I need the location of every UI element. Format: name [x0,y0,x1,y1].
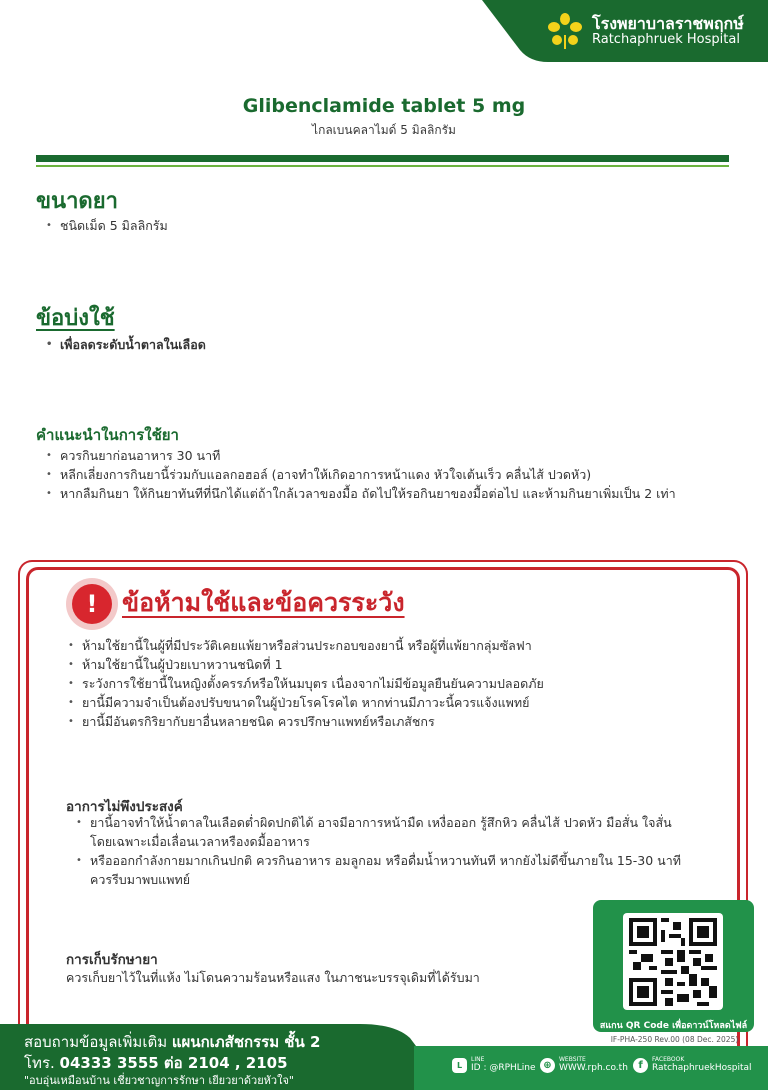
exclamation-alert-icon: ! [66,578,118,630]
list-item: • ห้ามใช้ยานี้ในผู้ป่วยเบาหวานชนิดที่ 1 [68,655,544,674]
drug-name-en: Glibenclamide tablet 5 mg [242,95,526,117]
hospital-name-th: โรงพยาบาลราชพฤกษ์ [592,14,744,33]
dosage-heading: ขนาดยา [36,189,118,214]
storage-text: ควรเก็บยาไว้ในที่แห้ง ไม่โดนความร้อนหรือแสง ในภาชนะบรรจุเดิมที่ได้รับมา [66,970,480,985]
website-link[interactable]: ⊕ WEBSITE WWW.rph.co.th [540,1056,628,1074]
line-id: ID : @RPHLine [471,1063,536,1073]
dosage-list [46,216,168,235]
qr-code[interactable] [623,913,723,1010]
hospital-name-en: Ratchaphruek Hospital [592,32,740,47]
indication-list [46,335,206,354]
list-item: • ยานี้อาจทำให้น้ำตาลในเลือดต่ำผิดปกติได้ อาจมีอาการหน้ามืด เหงื่อออก รู้สึกหิว คลื่นไส้ ปวดหัว มือสั่น ใจสั่น [76,813,681,832]
qr-caption: สแกน QR Code เพื่อดาวน์โหลดไฟล์ [599,1021,748,1031]
line-icon: L [452,1058,467,1073]
ratchaphruek-flower-logo [546,12,584,50]
list-item: • ระวังการใช้ยานี้ในหญิงตั้งครรภ์หรือให้นมบุตร เนื่องจากไม่มีข้อมูลยืนยันความปลอดภัย [68,674,544,693]
list-item: • เพื่อลดระดับน้ำตาลในเลือด [46,335,206,354]
title-divider-accent [36,165,729,167]
footer-contact: สอบถามข้อมูลเพิ่มเติม แผนกเภสัชกรรม ชั้น 2 [24,1033,321,1051]
facebook-icon: f [633,1058,648,1073]
drug-name-th: ไกลเบนคลาไมด์ 5 มิลลิกรัม [312,123,456,137]
advice-heading: คำแนะนำในการใช้ยา [36,426,179,444]
list-item-continuation: ควรรีบมาพบแพทย์ [90,872,191,887]
list-item: • ควรกินยาก่อนอาหาร 30 นาที [46,446,676,465]
facebook-link[interactable]: f FACEBOOK RatchaphruekHospital [633,1056,752,1074]
website-url: WWW.rph.co.th [559,1063,628,1073]
document-code: IF-PHA-250 Rev.00 (08 Dec. 2025) [610,1035,739,1044]
facebook-page: RatchaphruekHospital [652,1063,752,1073]
title-divider [36,155,729,162]
indication-heading: ข้อบ่งใช้ [36,306,115,331]
side-effects-list [76,813,681,889]
list-item: • หรือออกกำลังกายมากเกินปกติ ควรกินอาหาร อมลูกอม หรือดื่มน้ำหวานทันที หากยังไม่ดีขึ้นภายใน 15-30 นาที [76,851,681,870]
list-item: • ห้ามใช้ยานี้ในผู้ที่มีประวัติเคยแพ้ยาหรือส่วนประกอบของยานี้ หรือผู้ที่แพ้ยากลุ่มซัลฟา [68,636,544,655]
list-item: • ชนิดเม็ด 5 มิลลิกรัม [46,216,168,235]
list-item: • หากลืมกินยา ให้กินยาทันทีที่นึกได้แต่ถ้าใกล้เวลาของมื้อ ถัดไปให้รอกินยาของมื้อต่อไป และห้ามกินยาเพิ่มเป็น 2 เท่า [46,484,676,503]
list-item-continuation: โดยเฉพาะเมื่อเลื่อนเวลาหรืองดมื้ออาหาร [90,834,310,849]
warnings-heading: ข้อห้ามใช้และข้อควรระวัง [122,588,405,617]
list-item: • ยานี้มีความจำเป็นต้องปรับขนาดในผู้ป่วยโรคโรคไต หากท่านมีภาวะนี้ควรแจ้งแพทย์ [68,693,544,712]
line-contact[interactable]: L LINE ID : @RPHLine [452,1056,536,1074]
footer-phone: โทร. 04333 3555 ต่อ 2104 , 2105 [24,1054,288,1072]
advice-list [46,446,676,503]
warnings-list [68,636,544,731]
globe-icon: ⊕ [540,1058,555,1073]
footer-slogan: "อบอุ่นเหมือนบ้าน เชี่ยวชาญการรักษา เยียวยาด้วยหัวใจ" [24,1074,294,1087]
side-effects-heading: อาการไม่พึงประสงค์ [66,799,183,815]
storage-heading: การเก็บรักษายา [66,952,158,968]
list-item: • ยานี้มีอันตรกิริยากับยาอื่นหลายชนิด ควรปรึกษาแพทย์หรือเภสัชกร [68,712,544,731]
list-item: • หลีกเลี่ยงการกินยานี้ร่วมกับแอลกอฮอล์ (อาจทำให้เกิดอาการหน้าแดง หัวใจเต้นเร็ว คลื่นไส้ ปวดหัว) [46,465,676,484]
